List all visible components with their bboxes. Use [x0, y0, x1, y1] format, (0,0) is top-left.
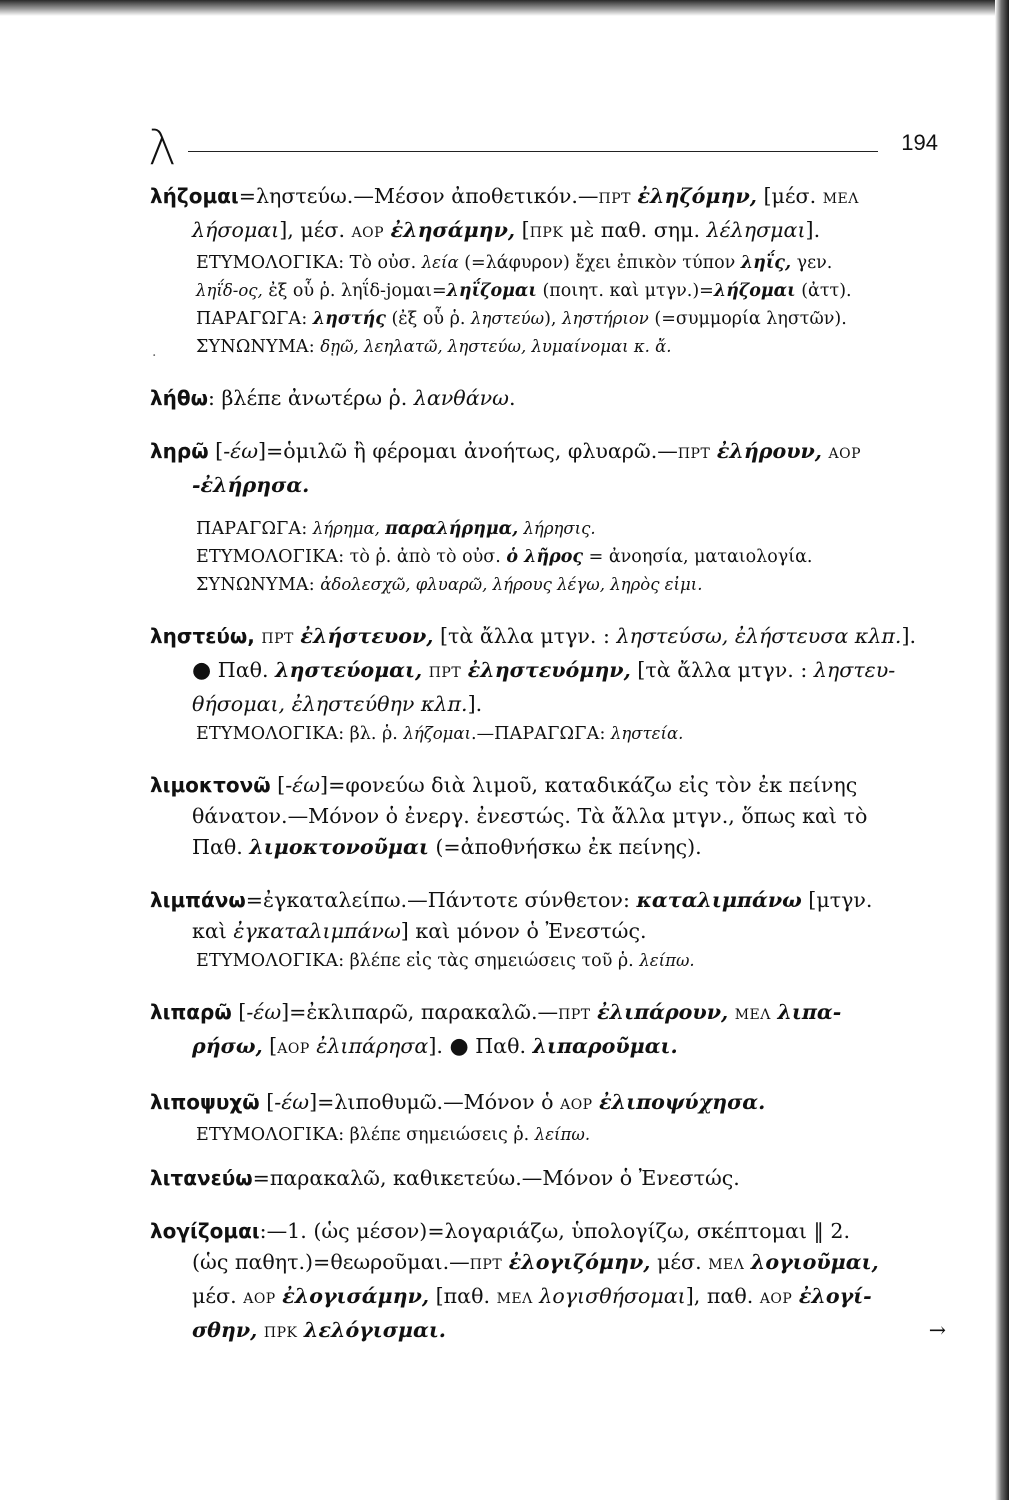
headword: λήζομαι — [150, 184, 239, 208]
entry-line: λήζομαι=ληστεύω.—Μέσον ἀποθετικόν.—ΠΡΤ ἐληζόμην, [μέσ. ΜΕΛ — [150, 184, 859, 208]
entry-line: λήθω: βλέπε ἀνωτέρω ῥ. λανθάνω. — [150, 386, 516, 410]
entry-letho — [150, 383, 946, 414]
etymology-line: ληΐδ-ος, ἐξ οὗ ῥ. ληΐδ-jομαι=ληΐζομαι (ποιητ. καὶ μτγν.)=λήζομαι (ἀττ). — [196, 281, 852, 301]
headword: λιμπάνω — [150, 888, 246, 912]
entry-line: καὶ ἐγκαταλιμπάνω] καὶ μόνον ὁ Ἐνεστώς. — [192, 919, 647, 943]
entry-line: -ἐλήρησα. — [192, 473, 310, 497]
entry-line: (ὡς παθητ.)=θεωροῦμαι.—ΠΡΤ ἐλογιζόμην, μέσ. ΜΕΛ λογιοῦμαι, — [192, 1250, 879, 1274]
entry-lero — [150, 436, 946, 599]
entry-line: λογίζομαι:—1. (ὡς μέσον)=λογαριάζω, ὑπολογίζω, σκέπτομαι ‖ 2. — [150, 1219, 851, 1243]
entry-liparo — [150, 997, 946, 1065]
entry-line: μέσ. ΑΟΡ ἐλογισάμην, [παθ. ΜΕΛ λογισθήσομαι], παθ. ΑΟΡ ἐλογί- — [192, 1284, 872, 1308]
headword: λογίζομαι — [150, 1219, 260, 1243]
headword: ληρῶ — [150, 439, 209, 463]
entry-lipopsycho — [150, 1087, 946, 1149]
etymology-line: ΕΤΥΜΟΛΟΓΙΚΑ: βλέπε σημειώσεις ῥ. λείπω. — [196, 1125, 591, 1145]
etymology-line: ΕΤΥΜΟΛΟΓΙΚΑ: Τὸ οὐσ. λεία (=λάφυρον) ἔχει ἐπικὸν τύπον ληΐς, γεν. — [196, 253, 833, 273]
entry-line: λιμοκτονῶ [-έω]=φονεύω διὰ λιμοῦ, καταδικάζω εἰς τὸν ἐκ πείνης — [150, 773, 858, 797]
entry-line: θήσομαι, ἐληστεύθην κλπ.]. — [192, 692, 483, 716]
headword: λιμοκτονῶ — [150, 773, 271, 797]
entry-litaneuo — [150, 1163, 946, 1194]
entry-limoktono — [150, 770, 946, 863]
entry-line: θάνατον.—Μόνον ὁ ἐνεργ. ἐνεστώς. Τὰ ἄλλα μτγν., ὅπως καὶ τὸ — [192, 804, 868, 828]
dictionary-body — [150, 181, 946, 1349]
stray-mark: · — [152, 348, 157, 364]
entry-line: λήσομαι], μέσ. ΑΟΡ ἐλησάμην, [ΠΡΚ μὲ παθ. σημ. λέλησμαι]. — [192, 218, 821, 242]
entry-line: ληρῶ [-έω]=ὁμιλῶ ἢ φέρομαι ἀνοήτως, φλυαρῶ.—ΠΡΤ ἐλήρουν, ΑΟΡ — [150, 439, 862, 463]
page-header — [148, 120, 944, 176]
entry-listeuo — [150, 621, 946, 748]
derivatives-line: ΠΑΡΑΓΩΓΑ: λήρημα, παραλήρημα, λήρησις. — [196, 519, 596, 539]
page-number: 194 — [901, 130, 938, 155]
entry-logizomai — [150, 1216, 946, 1349]
etymology-line: ΕΤΥΜΟΛΟΓΙΚΑ: βλ. ῥ. λήζομαι.—ΠΑΡΑΓΩΓΑ: ληστεία. — [196, 724, 684, 744]
entry-line: λιποψυχῶ [-έω]=λιποθυμῶ.—Μόνον ὁ ΑΟΡ ἐλιποψύχησα. — [150, 1090, 766, 1114]
headword: λιποψυχῶ — [150, 1090, 260, 1114]
entry-line: Παθ. λιμοκτονοῦμαι (=ἀποθνήσκω ἐκ πείνης). — [192, 835, 702, 859]
entry-line: λιτανεύω=παρακαλῶ, καθικετεύω.—Μόνον ὁ Ἐνεστώς. — [150, 1166, 740, 1190]
etymology-line: ΕΤΥΜΟΛΟΓΙΚΑ: τὸ ῥ. ἀπὸ τὸ οὐσ. ὁ λῆρος = ἀνοησία, ματαιολογία. — [196, 547, 813, 567]
header-rule — [188, 151, 878, 152]
entry-line: σθην, ΠΡΚ λελόγισμαι. → — [150, 1315, 946, 1349]
entry-line: λιμπάνω=ἐγκαταλείπω.—Πάντοτε σύνθετον: καταλιμπάνω [μτγν. — [150, 888, 873, 912]
section-letter: λ — [148, 120, 177, 176]
scan-border-top — [0, 0, 1009, 16]
headword: λιπαρῶ — [150, 1000, 232, 1024]
entry-line: ● Παθ. ληστεύομαι, ΠΡΤ ἐληστευόμην, [τὰ ἄλλα μτγν. : ληστευ- — [192, 658, 896, 683]
synonyms-line: ΣΥΝΩΝΥΜΑ: ἀδολεσχῶ, φλυαρῶ, λήρους λέγω, ληρὸς εἰμι. — [196, 575, 703, 595]
synonyms-line: ΣΥΝΩΝΥΜΑ: δῃῶ, λεηλατῶ, ληστεύω, λυμαίνομαι κ. ἄ. — [196, 337, 672, 357]
entry-limpano — [150, 885, 946, 975]
entry-line: ρήσω, [ΑΟΡ ἐλιπάρησα]. ● Παθ. λιπαροῦμαι. — [192, 1034, 678, 1059]
entry-line: ληστεύω, ΠΡΤ ἐλήστευον, [τὰ ἄλλα μτγν. : ληστεύσω, ἐλήστευσα κλπ.]. — [150, 624, 917, 648]
derivatives-line: ΠΑΡΑΓΩΓΑ: ληστής (ἐξ οὗ ῥ. ληστεύω), ληστήριον (=συμμορία ληστῶν). — [196, 309, 847, 329]
bullet-icon: ● — [192, 658, 212, 683]
etymology-line: ΕΤΥΜΟΛΟΓΙΚΑ: βλέπε εἰς τὰς σημειώσεις τοῦ ῥ. λείπω. — [196, 951, 695, 971]
bullet-icon: ● — [449, 1034, 469, 1059]
entry-line: λιπαρῶ [-έω]=ἐκλιπαρῶ, παρακαλῶ.—ΠΡΤ ἐλιπάρουν, ΜΕΛ λιπα- — [150, 1000, 842, 1024]
scan-border-right — [995, 0, 1009, 1500]
continue-arrow-icon: → — [928, 1318, 946, 1342]
headword: ληστεύω, — [150, 624, 255, 648]
headword: λιτανεύω — [150, 1166, 253, 1190]
entry-lezomai — [150, 181, 946, 361]
headword: λήθω — [150, 386, 209, 410]
